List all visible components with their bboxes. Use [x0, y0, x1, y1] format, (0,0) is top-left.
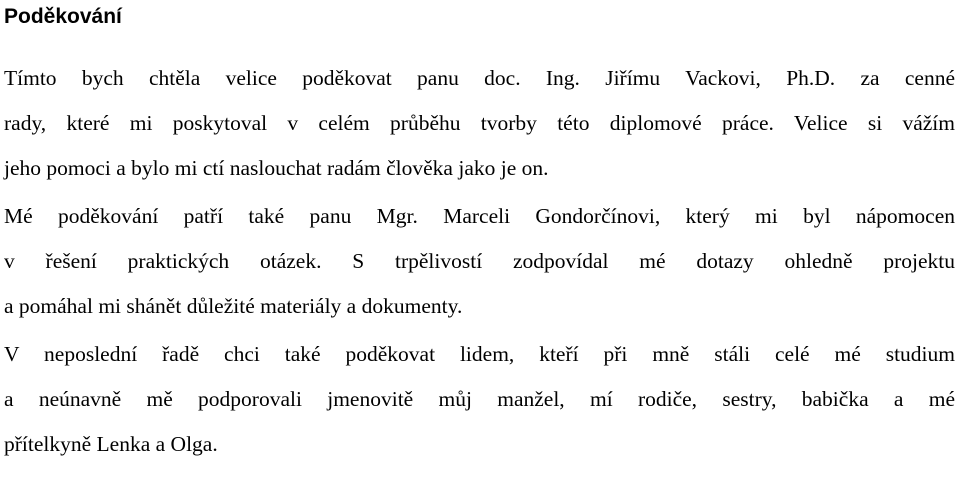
paragraph-3: [4, 332, 955, 467]
paragraph-line: Tímto bych chtěla velice poděkovat panu doc. Ing. Jiřímu Vackovi, Ph.D. za cenné: [4, 66, 955, 90]
paragraph-2: [4, 194, 955, 329]
paragraph-line: a pomáhal mi shánět důležité materiály a dokumenty.: [4, 294, 463, 318]
page-title: Poděkování: [4, 5, 122, 28]
paragraph-1: [4, 56, 955, 191]
document-page: [4, 0, 955, 467]
paragraph-line: a neúnavně mě podporovali jmenovitě můj manžel, mí rodiče, sestry, babička a mé: [4, 387, 955, 411]
paragraph-line: v řešení praktických otázek. S trpělivostí zodpovídal mé dotazy ohledně projektu: [4, 249, 955, 273]
paragraph-line: přítelkyně Lenka a Olga.: [4, 432, 218, 456]
paragraph-line: rady, které mi poskytoval v celém průběhu tvorby této diplomové práce. Velice si vážím: [4, 111, 955, 135]
paragraph-line: V neposlední řadě chci také poděkovat lidem, kteří při mně stáli celé mé studium: [4, 342, 955, 366]
paragraph-line: jeho pomoci a bylo mi ctí naslouchat radám člověka jako je on.: [4, 156, 549, 180]
paragraph-line: Mé poděkování patří také panu Mgr. Marceli Gondorčínovi, který mi byl nápomocen: [4, 204, 955, 228]
